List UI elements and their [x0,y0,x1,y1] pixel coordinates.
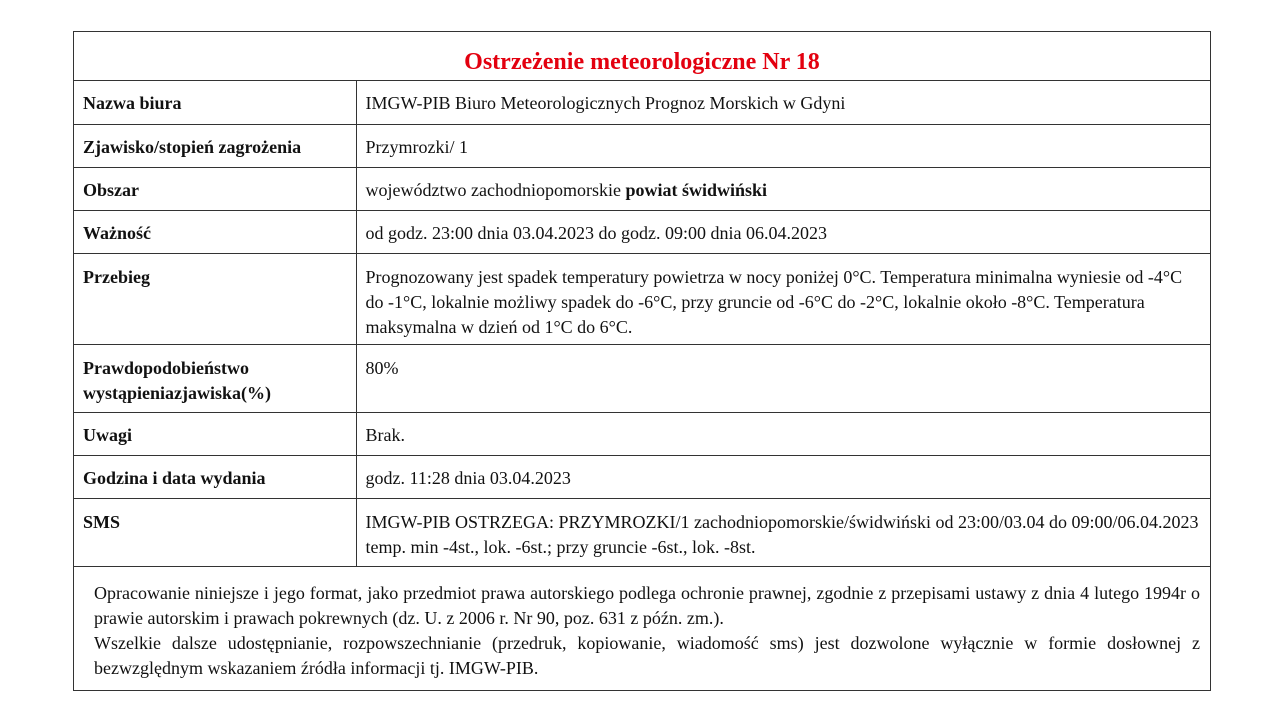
row-value-obszar [356,167,1210,210]
row-label-obszar: Obszar [74,167,356,210]
table-row-obszar [74,167,1210,210]
row-value-zjawisko: Przymrozki/ 1 [356,124,1210,167]
warning-document [73,31,1211,691]
obszar-county: powiat świdwiński [625,179,767,200]
table-row-wydanie [74,455,1210,498]
warning-table [74,81,1210,567]
row-value-przebieg: Prognozowany jest spadek temperatury powietrza w nocy poniżej 0°C. Temperatura minimalna wyniesie od -4°C do -1°C, lokalnie możliwy spadek do -6°C, przy gruncie od -6°C do -2°C, lokalnie około -8°C. Temperatura maksymalna w dzień od 1°C do 6°C. [356,253,1210,344]
row-label-prawdopodobienstwo [74,344,356,412]
table-row-waznosc [74,210,1210,253]
copyright-paragraph-2: Wszelkie dalsze udostępnianie, rozpowszechnianie (przedruk, kopiowanie, wiadomość sms) jest dozwolone wyłącznie w formie dosłownej z bezwzględnym wskazaniem źródła informacji tj. IMGW-PIB. [94,632,1200,678]
table-row-przebieg [74,253,1210,344]
row-label-sms: SMS [74,498,356,566]
warning-title: Ostrzeżenie meteorologiczne Nr 18 [464,48,820,75]
row-label-biuro: Nazwa biura [74,81,356,124]
row-value-prawdopodobienstwo: 80% [356,344,1210,412]
row-label-uwagi: Uwagi [74,412,356,455]
copyright-paragraph-1: Opracowanie niniejsze i jego format, jako przedmiot prawa autorskiego podlega ochronie prawnej, zgodnie z przepisami ustawy z dnia 4 lutego 1994r o prawie autorskim i prawach pokrewnych (dz. U. z 2006 r. Nr 90, poz. 631 z późn. zm.). [94,582,1200,628]
row-value-waznosc: od godz. 23:00 dnia 03.04.2023 do godz. 09:00 dnia 06.04.2023 [356,210,1210,253]
row-value-uwagi: Brak. [356,412,1210,455]
obszar-voivodeship: województwo zachodniopomorskie [365,179,621,200]
row-label-zjawisko: Zjawisko/stopień zagrożenia [74,124,356,167]
table-row-prawdopodobienstwo [74,344,1210,412]
prawd-label-line2: wystąpieniazjawiska(%) [83,382,271,403]
row-value-wydanie: godz. 11:28 dnia 03.04.2023 [356,455,1210,498]
row-label-waznosc: Ważność [74,210,356,253]
row-value-sms: IMGW-PIB OSTRZEGA: PRZYMROZKI/1 zachodniopomorskie/świdwiński od 23:00/03.04 do 09:00/06.04.2023 temp. min -4st., lok. -6st.; przy gruncie -6st., lok. -8st. [356,498,1210,566]
table-row-biuro [74,81,1210,124]
row-label-przebieg: Przebieg [74,253,356,344]
prawd-label-line1: Prawdopodobieństwo [83,357,250,378]
title-row [74,32,1210,81]
table-row-uwagi [74,412,1210,455]
row-label-wydanie: Godzina i data wydania [74,455,356,498]
table-row-zjawisko [74,124,1210,167]
row-value-biuro: IMGW-PIB Biuro Meteorologicznych Prognoz Morskich w Gdyni [356,81,1210,124]
table-row-sms [74,498,1210,566]
copyright-notice [74,567,1210,681]
